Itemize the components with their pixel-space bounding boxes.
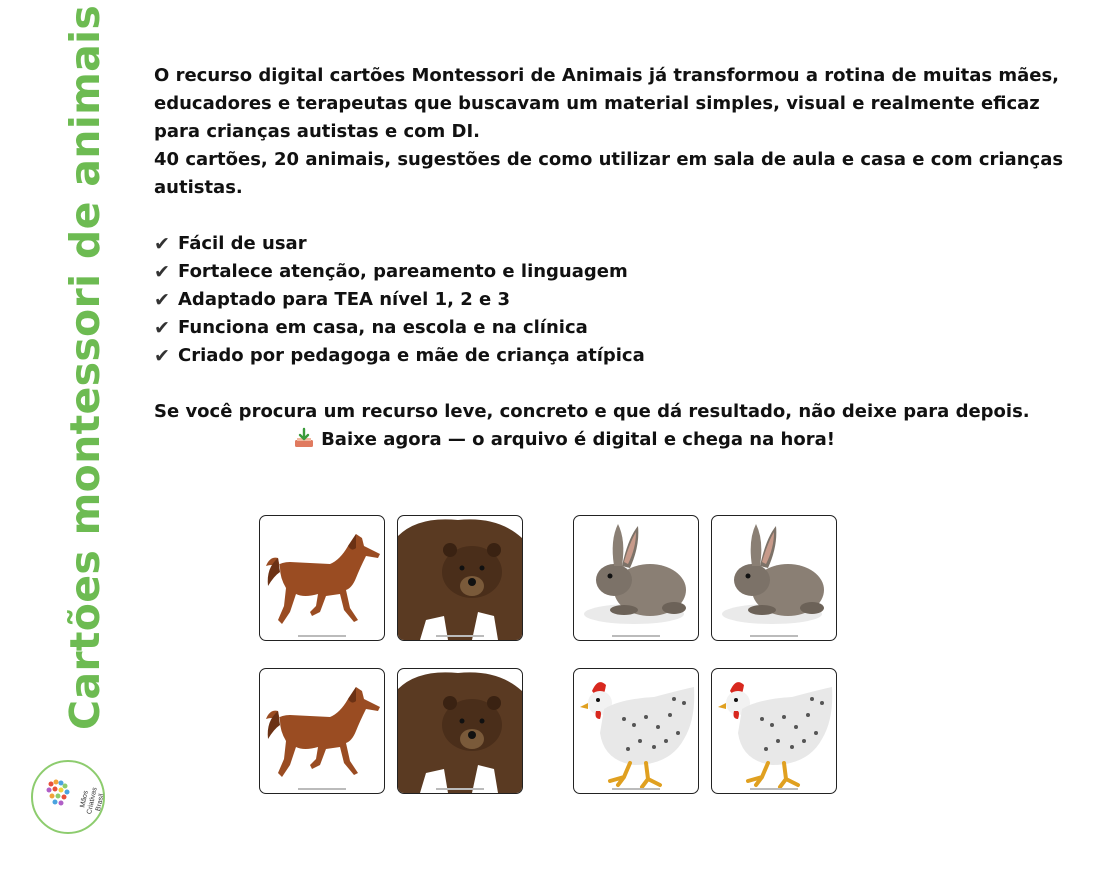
rabbit-icon xyxy=(574,516,698,640)
animal-card-chicken xyxy=(573,668,699,794)
download-tray-icon xyxy=(293,427,315,449)
check-mark-icon: ✔ xyxy=(154,289,170,311)
animal-card-chicken xyxy=(711,668,837,794)
benefit-item: ✔ Funciona em casa, na escola e na clínica xyxy=(154,314,1084,342)
animal-card-bear xyxy=(397,515,523,641)
main-content xyxy=(154,62,1084,454)
check-mark-icon: ✔ xyxy=(154,345,170,367)
benefit-item: ✔ Fortalece atenção, pareamento e linguagem xyxy=(154,258,1084,286)
logo-text: Mãos Criativas Brasil xyxy=(79,786,106,815)
check-mark-icon: ✔ xyxy=(154,233,170,255)
intro-paragraph: O recurso digital cartões Montessori de Animais já transformou a rotina de muitas mães, educadores e terapeutas que buscavam um material simples, visual e realmente eficaz para crianças autistas e com DI. xyxy=(154,65,1060,142)
check-mark-icon: ✔ xyxy=(154,317,170,339)
bear-icon xyxy=(398,516,522,640)
check-mark-icon: ✔ xyxy=(154,261,170,283)
animal-card-horse xyxy=(259,668,385,794)
intro-line2: 40 cartões, 20 animais, sugestões de como utilizar em sala de aula e casa e com crianças autistas. xyxy=(154,149,1064,198)
benefit-item: ✔ Criado por pedagoga e mãe de criança atípica xyxy=(154,342,1084,370)
chicken-icon xyxy=(574,669,698,793)
horse-icon xyxy=(260,669,384,793)
horse-icon xyxy=(260,516,384,640)
animal-card-bear xyxy=(397,668,523,794)
benefit-item: ✔ Adaptado para TEA nível 1, 2 e 3 xyxy=(154,286,1084,314)
side-title: Cartões montessori de animais xyxy=(61,4,109,730)
benefit-item: ✔ Fácil de usar xyxy=(154,230,1084,258)
brand-logo xyxy=(31,760,105,834)
animal-card-rabbit xyxy=(573,515,699,641)
animal-card-horse xyxy=(259,515,385,641)
rabbit-icon xyxy=(712,516,836,640)
cta-text: Baixe agora — o arquivo é digital e chega na hora! xyxy=(154,426,1084,454)
benefits-list xyxy=(154,230,1084,370)
animal-card-rabbit xyxy=(711,515,837,641)
chicken-icon xyxy=(712,669,836,793)
bear-icon xyxy=(398,669,522,793)
closing-text: Se você procura um recurso leve, concreto e que dá resultado, não deixe para depois. xyxy=(154,401,1030,422)
